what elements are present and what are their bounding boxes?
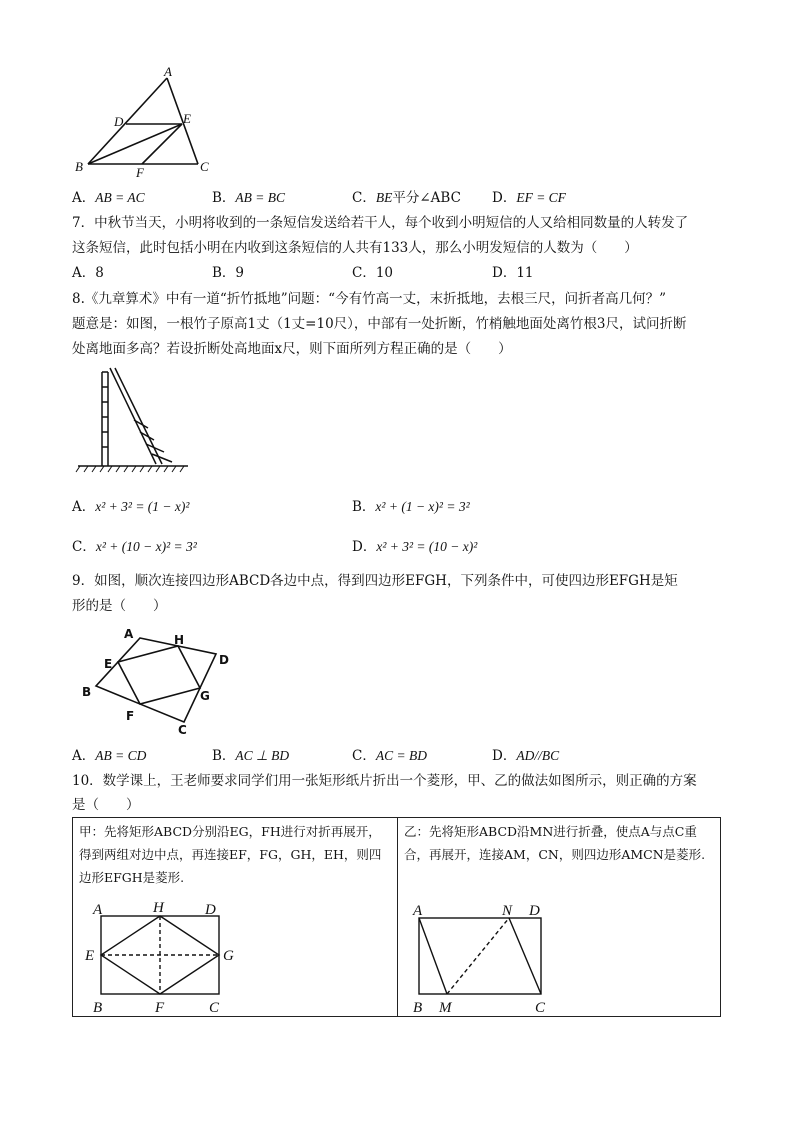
q10-jia-label-c: C: [209, 1000, 220, 1016]
q8-option-c-expr: x² + (10 − x)² = 3²: [95, 539, 197, 554]
q9-option-d-expr: AD//BC: [516, 748, 560, 763]
q6-option-c-expr-prefix: BE: [375, 190, 393, 205]
q8-option-c-letter: C．: [72, 539, 96, 555]
q6-label-d: D: [114, 114, 124, 129]
q10-text-line2: 是（ ）: [72, 797, 140, 813]
q9-option-b-expr: AC ⊥ BD: [235, 748, 290, 763]
q10-yi-label-n: N: [502, 903, 513, 919]
q7-text-line2: 这条短信，此时包括小明在内收到这条短信的人共有133人，那么小明发短信的人数为（ ）: [72, 240, 638, 256]
q8-hatch: [156, 466, 160, 472]
q6-label-a: A: [164, 64, 172, 79]
q9-efgh: [118, 646, 200, 704]
q8-option-d-letter: D．: [352, 539, 377, 555]
q10-jia-label-f: F: [155, 1000, 165, 1016]
q9-quadrilateral-figure: [80, 624, 240, 736]
q6-label-e: E: [183, 111, 191, 126]
q8-hatch: [108, 466, 112, 472]
q9-option-a-letter: A．: [72, 748, 96, 764]
q9-option-a-expr: AB = CD: [95, 748, 147, 763]
q10-jia-text: 甲：先将矩形ABCD分别沿EG，FH进行对折再展开，得到两组对边中点，再连接EF，FG，GH，EH，则四边形EFGH是菱形.: [79, 824, 382, 885]
q9-label-g: G: [200, 689, 210, 703]
q6-option-b: [212, 188, 285, 208]
q9-option-c: [352, 746, 427, 766]
q10-yi-label-a: A: [413, 903, 423, 919]
q8-text-line3: 处离地面多高？若设折断处高地面x尺，则下面所列方程正确的是（ ）: [72, 341, 512, 357]
q10-jia-figure: [83, 898, 253, 1016]
q8-option-a-expr: x² + 3² = (1 − x)²: [95, 499, 190, 514]
q8-option-b-expr: x² + (1 − x)² = 3²: [375, 499, 470, 514]
q9-option-b: [212, 746, 289, 766]
q8-option-a-letter: A．: [72, 499, 96, 515]
q10-yi-label-m: M: [439, 1000, 452, 1016]
q8-hatch: [132, 466, 136, 472]
q10-jia-label-e: E: [85, 948, 95, 964]
q6-option-c-letter: C．: [352, 190, 376, 206]
q10-yi-text: 乙：先将矩形ABCD沿MN进行折叠，使点A与点C重合，再展开，连接AM，CN，则四边形AMCN是菱形.: [404, 824, 706, 862]
q8-broken-top-a: [110, 368, 156, 464]
q9-option-c-expr: AC = BD: [375, 748, 427, 763]
q7-option-a: [72, 263, 104, 283]
q8-hatch: [76, 466, 80, 472]
q8-hatch: [172, 466, 176, 472]
q9-abcd: [96, 638, 216, 722]
q10-yi-segment-cn: [509, 918, 541, 994]
q8-option-b: [352, 497, 470, 517]
q7-option-a-value: 8: [95, 265, 104, 281]
q10-jia-label-b: B: [93, 1000, 103, 1016]
q7-option-d: [492, 263, 534, 283]
q9-text-line2: 形的是（ ）: [72, 598, 167, 614]
q8-text-line2: 题意是：如图，一根竹子原高1丈（1丈=10尺），中部有一处折断，竹梢触地面处离竹根3尺，试问折断: [72, 316, 687, 332]
q8-option-d-expr: x² + 3² = (10 − x)²: [376, 539, 478, 554]
q6-option-d-expr: EF = CF: [516, 190, 566, 205]
q10-yi-rectangle: [419, 918, 541, 994]
q8-hatch: [124, 466, 128, 472]
q8-hatch: [164, 466, 168, 472]
q6-segment-be: [88, 124, 182, 164]
q7-option-c: [352, 263, 393, 283]
q8-bamboo-figure: [72, 362, 192, 480]
q8-hatch: [84, 466, 88, 472]
q10-table-divider: [397, 818, 398, 1016]
q9-label-b: B: [82, 685, 92, 699]
q10-yi-figure: [407, 898, 567, 1016]
q9-option-c-letter: C．: [352, 748, 376, 764]
q8-option-b-letter: B．: [352, 499, 376, 515]
q7-option-c-value: 10: [375, 265, 394, 281]
q10-jia-label-d: D: [205, 902, 216, 918]
q10-text-line1: 10．数学课上，王老师要求同学们用一张矩形纸片折出一个菱形，甲、乙的做法如图所示，则正确的方案: [72, 773, 697, 789]
q10-yi-label-b: B: [413, 1000, 423, 1016]
q6-option-d: [492, 188, 566, 208]
q6-option-a-letter: A．: [72, 190, 96, 206]
q7-option-c-letter: C．: [352, 265, 376, 281]
q7-option-b: [212, 263, 244, 283]
q9-option-a: [72, 746, 146, 766]
q6-option-b-expr: AB = BC: [235, 190, 286, 205]
q10-jia-label-h: H: [153, 900, 164, 916]
q8-hatch: [100, 466, 104, 472]
q10-jia-label-a: A: [93, 902, 103, 918]
q8-text-line1: 8.《九章算术》中有一道“折竹抵地”问题：“今有竹高一丈，末折抵地，去根三尺，问折者高几何？”: [72, 291, 666, 307]
q10-yi-segment-am: [419, 918, 447, 994]
q8-hatch: [148, 466, 152, 472]
q8-hatch: [116, 466, 120, 472]
q9-option-b-letter: B．: [212, 748, 236, 764]
q10-yi-label-c: C: [535, 1000, 546, 1016]
q8-hatch: [180, 466, 184, 472]
q9-label-e: E: [104, 657, 113, 671]
q6-label-b: B: [75, 159, 83, 174]
q8-option-c: [72, 537, 197, 557]
q6-option-d-letter: D．: [492, 190, 517, 206]
q9-label-c: C: [178, 723, 187, 737]
q9-text-line1: 9．如图，顺次连接四边形ABCD各边中点，得到四边形EFGH，下列条件中，可使四边形EFGH是矩: [72, 573, 678, 589]
q9-label-d: D: [219, 653, 229, 667]
q9-option-d: [492, 746, 559, 766]
q6-option-c: [352, 188, 461, 208]
q7-option-b-letter: B．: [212, 265, 236, 281]
q6-segment-ef: [142, 124, 182, 164]
q6-option-b-letter: B．: [212, 190, 236, 206]
q10-yi-fold-mn: [447, 918, 509, 994]
q7-option-b-value: 9: [235, 265, 245, 281]
q8-option-d: [352, 537, 477, 557]
q6-label-c: C: [200, 159, 209, 174]
q7-option-d-letter: D．: [492, 265, 517, 281]
q9-label-h: H: [174, 633, 185, 647]
q6-triangle-figure: [70, 64, 220, 180]
q6-label-f: F: [136, 165, 144, 180]
q10-jia-label-g: G: [223, 948, 234, 964]
q8-hatch: [140, 466, 144, 472]
q9-label-a: A: [124, 627, 134, 641]
q6-option-a: [72, 188, 145, 208]
q8-hatch: [92, 466, 96, 472]
q7-option-d-value: 11: [516, 265, 534, 281]
q8-option-a: [72, 497, 189, 517]
q9-label-f: F: [126, 709, 135, 723]
q9-option-d-letter: D．: [492, 748, 517, 764]
q8-broken-top-b: [115, 368, 162, 464]
q7-option-a-letter: A．: [72, 265, 96, 281]
q6-option-c-expr-suffix: 平分∠ABC: [392, 190, 461, 206]
q10-comparison-table: [72, 817, 721, 1017]
q10-yi-label-d: D: [529, 903, 540, 919]
q6-option-a-expr: AB = AC: [95, 190, 145, 205]
q7-text-line1: 7．中秋节当天，小明将收到的一条短信发送给若干人，每个收到小明短信的人又给相同数量的人转发了: [72, 215, 689, 231]
